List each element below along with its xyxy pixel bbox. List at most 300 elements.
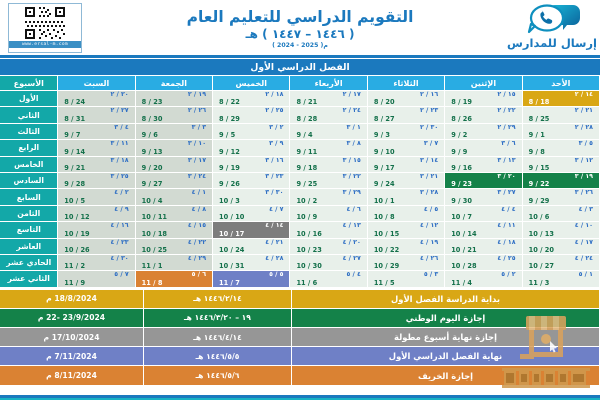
hijri-date: ٧ / ٣	[423, 140, 439, 148]
calendar-day-cell[interactable]	[445, 205, 522, 221]
hijri-date: ١٦ / ٢	[420, 91, 439, 98]
calendar-day-cell[interactable]	[290, 172, 367, 188]
hijri-date: ٥ / ٤	[423, 205, 439, 213]
calendar-day-cell[interactable]	[522, 222, 599, 238]
calendar-day-cell[interactable]	[522, 123, 599, 139]
calendar-day-cell[interactable]	[58, 254, 135, 270]
gregorian-date: 8 / 31	[64, 114, 86, 123]
hijri-date: ٢١ / ٤	[265, 238, 284, 246]
hijri-date: ٤ / ٣	[114, 123, 129, 131]
calendar-day-cell[interactable]	[58, 205, 135, 221]
calendar-day-cell[interactable]	[367, 107, 444, 123]
hijri-date: ١٩ / ٢	[187, 91, 207, 98]
hijri-date: ٢٩ / ٣	[342, 189, 361, 197]
gregorian-date: 9 / 19	[219, 163, 240, 172]
hijri-date: ٢١ / ٢	[574, 107, 593, 115]
calendar-day-cell[interactable]	[367, 222, 444, 238]
hijri-date: ٢٣ / ٣	[265, 172, 284, 180]
legend-label: نهاية الفصل الدراسي الأول	[292, 347, 600, 366]
hijri-date: ٢٢ / ٣	[342, 172, 361, 180]
legend-row	[0, 328, 600, 347]
gregorian-date: 9 / 30	[451, 196, 472, 205]
hijri-date: ٢٧ / ٢	[110, 107, 129, 115]
gregorian-date: 10 / 16	[296, 229, 322, 238]
gregorian-date: 8 / 25	[528, 114, 550, 123]
gregorian-date: 9 / 8	[528, 147, 545, 156]
hijri-date: ٩ / ٤	[114, 205, 129, 213]
gregorian-date: 9 / 21	[64, 163, 86, 172]
hijri-date: ١٤ / ٣	[420, 156, 439, 164]
legend-label: إجازة نهاية أسبوع مطولة	[292, 328, 600, 347]
gregorian-date: 9 / 5	[219, 131, 236, 140]
gregorian-date: 8 / 21	[296, 98, 318, 107]
page-title-hijri-years: ( ١٤٤٦ – ١٤٤٧ ) هـ	[245, 27, 355, 41]
hijri-date: ٣٠ / ٣	[265, 189, 284, 197]
calendar-day-cell[interactable]	[58, 222, 135, 238]
legend-hijri-date: ١٤٤٦/٥/٥ هـ	[144, 347, 292, 366]
week-label-cell: العاشر	[0, 238, 58, 254]
week-label-cell: الخامس	[0, 156, 58, 172]
calendar-day-cell[interactable]	[58, 271, 135, 287]
calendar-day-cell[interactable]	[58, 107, 135, 123]
hijri-date: ١١ / ٤	[497, 222, 516, 230]
hijri-date: ٢٥ / ٣	[110, 172, 129, 180]
calendar-day-cell[interactable]	[522, 238, 599, 254]
hijri-date: ١٥ / ٣	[342, 156, 361, 164]
hijri-date: ٢٩ / ٤	[187, 254, 207, 262]
calendar-day-cell[interactable]	[58, 172, 135, 188]
gregorian-date: 8 / 24	[64, 98, 86, 107]
gregorian-date: 8 / 18	[528, 98, 550, 107]
legend-row	[0, 366, 600, 385]
hijri-date: ١٧ / ٣	[187, 156, 207, 164]
calendar-week-row	[0, 123, 600, 139]
calendar-day-cell[interactable]	[290, 271, 367, 287]
calendar-day-cell[interactable]	[58, 156, 135, 172]
gregorian-date: 9 / 25	[296, 180, 318, 189]
calendar-day-cell[interactable]	[367, 238, 444, 254]
calendar-day-cell[interactable]	[522, 205, 599, 221]
gregorian-date: 10 / 15	[373, 229, 400, 238]
hijri-date: ١٣ / ٣	[497, 156, 516, 164]
calendar-day-cell[interactable]	[290, 107, 367, 123]
calendar-day-cell[interactable]	[290, 238, 367, 254]
hijri-date: ١٩ / ٤	[420, 238, 439, 246]
calendar-day-cell[interactable]	[367, 156, 444, 172]
calendar-day-cell[interactable]	[213, 107, 290, 123]
legend-hijri-date: ١٤٤٦/٥/٦ هـ	[144, 366, 292, 385]
gregorian-date: 8 / 30	[141, 114, 163, 123]
calendar-day-cell[interactable]	[522, 254, 599, 270]
week-label-cell: التاسع	[0, 222, 58, 238]
calendar-day-cell[interactable]	[135, 271, 212, 287]
gregorian-date: 10 / 31	[219, 262, 245, 271]
gregorian-date: 9 / 20	[141, 163, 163, 172]
week-label-cell: الثالث	[0, 123, 58, 139]
calendar-week-row	[0, 205, 600, 221]
calendar-day-cell[interactable]	[367, 189, 444, 205]
calendar-day-cell[interactable]	[290, 123, 367, 139]
hijri-date: ٢٤ / ٣	[187, 172, 207, 180]
hijri-date: ١٥ / ٤	[187, 222, 207, 230]
gregorian-date: 9 / 22	[528, 180, 550, 189]
gregorian-date: 8 / 23	[141, 98, 163, 107]
gregorian-date: 8 / 27	[373, 114, 395, 123]
hijri-date: ٣ / ٣	[191, 123, 207, 131]
day-header-4: الخميس	[213, 76, 290, 91]
calendar-week-row	[0, 238, 600, 254]
calendar-day-cell[interactable]	[445, 107, 522, 123]
gregorian-date: 11 / 6	[296, 278, 318, 287]
hijri-date: ١٢ / ٤	[420, 222, 439, 230]
week-label-cell: الثاني عشر	[0, 271, 58, 287]
brand-name: إرسال للمدارس	[507, 36, 597, 50]
hijri-date: ٦ / ٣	[501, 140, 516, 148]
gregorian-date: 8 / 28	[296, 114, 318, 123]
gregorian-date: 8 / 19	[451, 98, 472, 107]
calendar-day-cell[interactable]	[367, 123, 444, 139]
calendar-day-cell[interactable]	[135, 189, 212, 205]
gregorian-date: 9 / 27	[141, 180, 163, 189]
calendar-day-cell[interactable]	[445, 140, 522, 156]
calendar-day-cell[interactable]	[367, 271, 444, 287]
gregorian-date: 10 / 24	[219, 245, 245, 254]
gregorian-date: 11 / 8	[141, 278, 163, 287]
calendar-week-row	[0, 254, 600, 270]
hijri-date: ٩ / ٣	[269, 140, 284, 148]
gregorian-date: 8 / 29	[219, 114, 240, 123]
legend-hijri-date: ١٩ – ١٤٤٦/٣/٢٠ هـ	[144, 308, 292, 327]
gregorian-date: 11 / 5	[373, 278, 395, 287]
hijri-date: ٣ / ٥	[423, 271, 439, 279]
gregorian-date: 10 / 3	[219, 196, 240, 205]
gregorian-date: 9 / 4	[296, 131, 313, 140]
calendar-day-cell[interactable]	[445, 271, 522, 287]
day-header-2: الثلاثاء	[367, 76, 444, 91]
hijri-date: ٢٠ / ٣	[497, 172, 516, 180]
hijri-date: ١٣ / ٤	[342, 222, 361, 230]
gregorian-date: 8 / 26	[451, 114, 472, 123]
gregorian-date: 11 / 1	[141, 262, 163, 271]
hijri-date: ١٨ / ٤	[497, 238, 516, 246]
legend-row	[0, 308, 600, 327]
calendar-week-row	[0, 140, 600, 156]
hijri-date: ٧ / ٥	[114, 271, 129, 279]
gregorian-date: 9 / 14	[64, 147, 86, 156]
calendar-day-cell[interactable]	[135, 172, 212, 188]
brand-block	[498, 2, 600, 56]
calendar-day-cell[interactable]	[135, 222, 212, 238]
calendar-day-cell[interactable]	[213, 140, 290, 156]
hijri-date: ٢٥ / ٤	[497, 254, 516, 262]
legend-hijri-date: ١٤٤٦/٢/١٤ هـ	[144, 289, 292, 308]
calendar-day-cell[interactable]	[135, 205, 212, 221]
gregorian-date: 10 / 23	[296, 245, 322, 254]
calendar-day-cell[interactable]	[445, 254, 522, 270]
calendar-day-cell[interactable]	[213, 271, 290, 287]
hijri-date: ٢ / ٣	[269, 123, 284, 131]
gregorian-date: 11 / 7	[219, 278, 240, 287]
gregorian-date: 9 / 10	[373, 147, 395, 156]
calendar-day-cell[interactable]	[445, 222, 522, 238]
calendar-day-cell[interactable]	[58, 140, 135, 156]
hijri-date: ٢٢ / ٢	[497, 107, 516, 115]
calendar-day-cell[interactable]	[367, 205, 444, 221]
hijri-date: ١٩ / ٣	[574, 172, 593, 180]
calendar-day-cell[interactable]	[445, 156, 522, 172]
hijri-date: ٢٤ / ٢	[342, 107, 361, 115]
calendar-day-cell[interactable]	[522, 91, 599, 107]
calendar-day-cell[interactable]	[290, 91, 367, 107]
gregorian-date: 10 / 29	[373, 262, 400, 271]
day-header-3: الأربعاء	[290, 76, 367, 91]
hijri-date: ١٧ / ٤	[574, 238, 593, 246]
hijri-date: ٣٠ / ٤	[110, 254, 129, 262]
gregorian-date: 9 / 9	[451, 147, 468, 156]
calendar-day-cell[interactable]	[58, 238, 135, 254]
calendar-day-cell[interactable]	[135, 238, 212, 254]
calendar-day-cell[interactable]	[213, 91, 290, 107]
calendar-day-cell[interactable]	[290, 205, 367, 221]
hijri-date: ١ / ٣	[346, 123, 361, 131]
calendar-day-cell[interactable]	[135, 156, 212, 172]
gregorian-date: 10 / 10	[219, 213, 245, 222]
day-header-0: الأحد	[522, 76, 599, 91]
gregorian-date: 10 / 19	[64, 229, 90, 238]
week-label-cell: الرابع	[0, 140, 58, 156]
hijri-date: ٢٣ / ٤	[110, 238, 129, 246]
page-header	[0, 0, 600, 58]
calendar-day-cell[interactable]	[522, 107, 599, 123]
gregorian-date: 9 / 1	[528, 131, 545, 140]
calendar-day-cell[interactable]	[445, 91, 522, 107]
calendar-day-cell[interactable]	[445, 238, 522, 254]
gregorian-date: 9 / 24	[373, 180, 395, 189]
calendar-day-cell[interactable]	[522, 156, 599, 172]
hijri-date: ١٥ / ٢	[497, 91, 516, 98]
hijri-date: ٦ / ٤	[346, 205, 361, 213]
gregorian-date: 10 / 20	[528, 245, 554, 254]
calendar-day-cell[interactable]	[367, 172, 444, 188]
gregorian-date: 9 / 26	[219, 180, 240, 189]
gregorian-date: 9 / 18	[296, 163, 318, 172]
calendar-day-cell[interactable]	[522, 140, 599, 156]
hijri-date: ٥ / ٥	[269, 271, 284, 279]
hijri-date: ٢٨ / ٢	[574, 123, 593, 131]
calendar-week-row	[0, 91, 600, 107]
legend-gregorian-date: 23/9/2024 -22 م	[0, 308, 144, 327]
calendar-header-row	[0, 76, 600, 91]
week-label-cell: الأول	[0, 91, 58, 107]
hijri-date: ٨ / ٤	[191, 205, 207, 213]
calendar-week-row	[0, 271, 600, 287]
gregorian-date: 11 / 2	[64, 262, 86, 271]
legend-gregorian-date: 8/11/2024 م	[0, 366, 144, 385]
hijri-date: ٢٤ / ٤	[574, 254, 593, 262]
hijri-date: ١٢ / ٣	[574, 156, 593, 164]
calendar-day-cell[interactable]	[135, 123, 212, 139]
gregorian-date: 10 / 1	[373, 196, 395, 205]
calendar-day-cell[interactable]	[290, 254, 367, 270]
calendar-day-cell[interactable]	[135, 91, 212, 107]
gregorian-date: 9 / 12	[219, 147, 240, 156]
legend-row	[0, 347, 600, 366]
gregorian-date: 11 / 3	[528, 278, 550, 287]
gregorian-date: 10 / 5	[64, 196, 86, 205]
hijri-date: ١١ / ٣	[110, 140, 129, 148]
calendar-day-cell[interactable]	[367, 91, 444, 107]
calendar-day-cell[interactable]	[445, 123, 522, 139]
calendar-day-cell[interactable]	[213, 254, 290, 270]
calendar-day-cell[interactable]	[367, 254, 444, 270]
week-label-cell: السادس	[0, 172, 58, 188]
gregorian-date: 10 / 25	[141, 245, 168, 254]
gregorian-date: 9 / 28	[64, 180, 86, 189]
calendar-day-cell[interactable]	[290, 189, 367, 205]
calendar-day-cell[interactable]	[58, 91, 135, 107]
hijri-date: ٢٦ / ٤	[420, 254, 439, 262]
calendar-day-cell[interactable]	[522, 172, 599, 188]
hijri-date: ٢٢ / ٤	[187, 238, 207, 246]
legend-hijri-date: ١٤٤٦/٤/١٤ هـ	[144, 328, 292, 347]
calendar-day-cell[interactable]	[445, 189, 522, 205]
calendar-week-row	[0, 107, 600, 123]
calendar-day-cell[interactable]	[58, 189, 135, 205]
calendar-week-row	[0, 189, 600, 205]
week-label-cell: السابع	[0, 189, 58, 205]
gregorian-date: 10 / 2	[296, 196, 318, 205]
calendar-day-cell[interactable]	[213, 123, 290, 139]
hijri-date: ١٨ / ٣	[110, 156, 129, 164]
calendar-day-cell[interactable]	[135, 107, 212, 123]
hijri-date: ٢ / ٤	[114, 189, 129, 197]
legend-gregorian-date: 17/10/2024 م	[0, 328, 144, 347]
hijri-date: ٢٠ / ٤	[342, 238, 361, 246]
hijri-date: ١٦ / ٣	[265, 156, 284, 164]
calendar-week-row	[0, 172, 600, 188]
hijri-date: ٣٠ / ٢	[420, 123, 439, 131]
hijri-date: ١٠ / ٣	[187, 140, 207, 148]
calendar-day-cell[interactable]	[213, 205, 290, 221]
hijri-date: ٣ / ٤	[578, 205, 593, 213]
calendar-day-cell[interactable]	[290, 156, 367, 172]
hijri-date: ٥ / ٣	[578, 140, 593, 148]
week-column-header: الأسبوع	[0, 76, 58, 91]
hijri-date: ١٧ / ٢	[342, 91, 361, 98]
gregorian-date: 10 / 13	[528, 229, 554, 238]
calendar-day-cell[interactable]	[213, 238, 290, 254]
gregorian-date: 10 / 8	[373, 213, 395, 222]
hijri-date: ٢٨ / ٤	[265, 254, 284, 262]
hijri-date: ٤ / ٤	[501, 205, 516, 213]
gregorian-date: 9 / 29	[528, 196, 550, 205]
week-label-cell: الحادي عشر	[0, 254, 58, 270]
calendar-day-cell[interactable]	[135, 254, 212, 270]
hijri-date: ٢٧ / ٤	[342, 254, 361, 262]
legend-gregorian-date: 7/11/2024 م	[0, 347, 144, 366]
calendar-day-cell[interactable]	[367, 140, 444, 156]
hijri-date: ٢٩ / ٢	[497, 123, 516, 131]
legend-label: إجازة الخريف	[292, 366, 600, 385]
gregorian-date: 10 / 21	[451, 245, 477, 254]
hijri-date: ٢٦ / ٣	[574, 189, 593, 197]
gregorian-date: 10 / 9	[296, 213, 318, 222]
hijri-date: ١٤ / ٢	[574, 91, 593, 98]
calendar-day-cell[interactable]	[290, 222, 367, 238]
calendar-day-cell[interactable]	[58, 123, 135, 139]
hijri-date: ٢ / ٥	[501, 271, 516, 279]
calendar-table	[0, 75, 600, 288]
gregorian-date: 10 / 12	[64, 213, 90, 222]
gregorian-date: 9 / 23	[451, 180, 472, 189]
hijri-date: ١٤ / ٤	[265, 222, 284, 230]
page-title-gregorian-years: ( 2024 - 2025 )م	[272, 42, 328, 49]
day-header-5: الجمعة	[135, 76, 212, 91]
gregorian-date: 9 / 13	[141, 147, 163, 156]
legend-label: إجازة اليوم الوطني	[292, 308, 600, 327]
day-header-1: الإثنين	[445, 76, 522, 91]
hijri-date: ٦ / ٥	[191, 271, 207, 279]
gregorian-date: 8 / 22	[219, 98, 240, 107]
gregorian-date: 10 / 7	[451, 213, 472, 222]
gregorian-date: 9 / 11	[296, 147, 318, 156]
day-header-6: السبت	[58, 76, 135, 91]
page-title: التقويم الدراسي للتعليم العام	[186, 8, 414, 26]
week-label-cell: الثامن	[0, 205, 58, 221]
hijri-date: ٢٥ / ٢	[265, 107, 284, 115]
gregorian-date: 8 / 20	[373, 98, 395, 107]
gregorian-date: 11 / 9	[64, 278, 86, 287]
hijri-date: ٢٧ / ٣	[497, 189, 516, 197]
gregorian-date: 10 / 4	[141, 196, 163, 205]
hijri-date: ١٦ / ٤	[110, 222, 129, 230]
hijri-date: ٢٠ / ٢	[110, 91, 129, 98]
legend-row	[0, 289, 600, 308]
chat-phone-logo-icon	[521, 2, 583, 38]
hijri-date: ٢٨ / ٣	[420, 189, 439, 197]
gregorian-date: 10 / 18	[141, 229, 168, 238]
hijri-date: ١ / ٤	[191, 189, 207, 197]
hijri-date: ٢٣ / ٢	[420, 107, 439, 115]
calendar-day-cell[interactable]	[522, 271, 599, 287]
legend-gregorian-date: 18/8/2024 م	[0, 289, 144, 308]
gregorian-date: 10 / 26	[64, 245, 90, 254]
calendar-day-cell[interactable]	[213, 222, 290, 238]
gregorian-date: 10 / 14	[451, 229, 477, 238]
calendar-day-cell[interactable]	[290, 140, 367, 156]
gregorian-date: 10 / 28	[451, 262, 477, 271]
hijri-date: ٤ / ٥	[346, 271, 361, 279]
gregorian-date: 9 / 6	[141, 131, 158, 140]
calendar-day-cell[interactable]	[213, 172, 290, 188]
hijri-date: ١٠ / ٤	[574, 222, 593, 230]
gregorian-date: 10 / 27	[528, 262, 554, 271]
calendar-day-cell[interactable]	[135, 140, 212, 156]
legend-label: بداية الدراسة الفصل الأول	[292, 289, 600, 308]
gregorian-date: 10 / 17	[219, 229, 245, 238]
calendar-day-cell[interactable]	[213, 156, 290, 172]
bottom-accent-strip	[0, 393, 600, 400]
calendar-day-cell[interactable]	[445, 172, 522, 188]
gregorian-date: 10 / 6	[528, 213, 550, 222]
gregorian-date: 9 / 16	[451, 163, 472, 172]
gregorian-date: 10 / 30	[296, 262, 322, 271]
calendar-day-cell[interactable]	[213, 189, 290, 205]
calendar-day-cell[interactable]	[522, 189, 599, 205]
gregorian-date: 9 / 7	[64, 131, 81, 140]
qr-url-label: www.ersal-m.com	[9, 41, 81, 48]
calendar-week-row	[0, 156, 600, 172]
